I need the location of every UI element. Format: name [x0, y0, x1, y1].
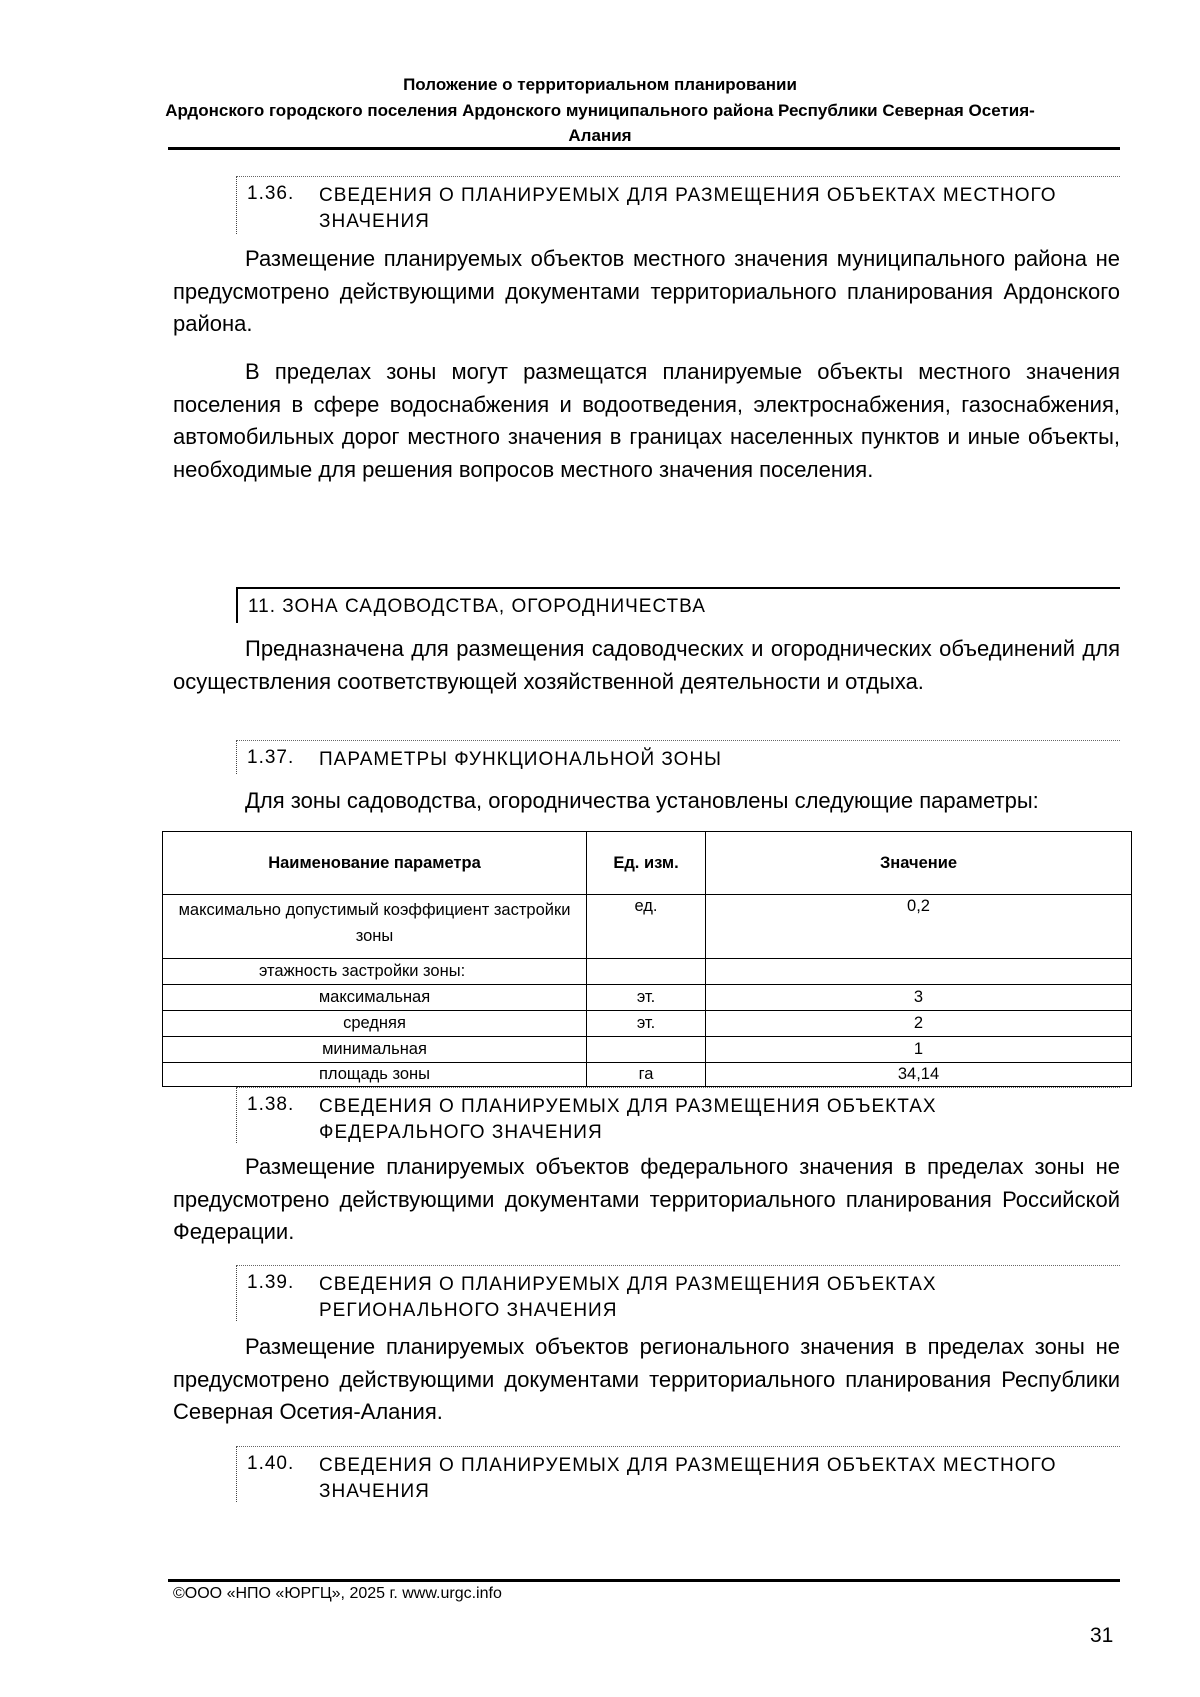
param-value: 34,14	[706, 1063, 1132, 1087]
section-title: ПАРАМЕТРЫ ФУНКЦИОНАЛЬНОЙ ЗОНЫ	[319, 749, 722, 770]
section-number: 1.40.	[247, 1453, 295, 1474]
table-row	[163, 1037, 1132, 1063]
header-title-line2: Ардонского городского поселения Ардонского муниципального района Республики Северная Осетия-	[165, 101, 1035, 120]
zone-title: 11. ЗОНА САДОВОДСТВА, ОГОРОДНИЧЕСТВА	[248, 596, 706, 617]
header-title-line1: Положение о территориальном планировании	[403, 75, 797, 94]
param-value: 2	[706, 1011, 1132, 1037]
table-row	[163, 895, 1132, 959]
param-unit	[587, 1037, 706, 1063]
section-number: 1.38.	[247, 1094, 295, 1115]
section-number: 1.36.	[247, 183, 295, 204]
section-heading-1-39	[236, 1265, 1120, 1321]
column-header-name: Наименование параметра	[163, 832, 587, 895]
page-number: 31	[1090, 1624, 1114, 1647]
zone-heading-11	[236, 587, 1120, 623]
param-unit	[587, 959, 706, 985]
table-header-row	[163, 832, 1132, 895]
parameters-table	[162, 831, 1132, 1087]
footer-copyright: ©ООО «НПО «ЮРГЦ», 2025 г. www.urgc.info	[173, 1585, 502, 1602]
section-heading-1-37	[236, 740, 1120, 774]
paragraph-zone-purpose: Предназначена для размещения садоводческих и огороднических объединений для осуществления соответствующей хозяйственной деятельности и отдыха.	[173, 636, 1120, 694]
section-heading-1-38	[236, 1087, 1120, 1143]
section-title: СВЕДЕНИЯ О ПЛАНИРУЕМЫХ ДЛЯ РАЗМЕЩЕНИЯ ОБЪЕКТАХ МЕСТНОГО ЗНАЧЕНИЯ	[319, 185, 1057, 232]
param-value: 1	[706, 1037, 1132, 1063]
column-header-unit: Ед. изм.	[587, 832, 706, 895]
section-title: СВЕДЕНИЯ О ПЛАНИРУЕМЫХ ДЛЯ РАЗМЕЩЕНИЯ ОБЪЕКТАХ РЕГИОНАЛЬНОГО ЗНАЧЕНИЯ	[319, 1274, 937, 1321]
param-unit: га	[587, 1063, 706, 1087]
section-title: СВЕДЕНИЯ О ПЛАНИРУЕМЫХ ДЛЯ РАЗМЕЩЕНИЯ ОБЪЕКТАХ МЕСТНОГО ЗНАЧЕНИЯ	[319, 1455, 1057, 1502]
paragraph-federal: Размещение планируемых объектов федерального значения в пределах зоны не предусмотрено действующими документами территориального планирования Российской Федерации.	[173, 1154, 1120, 1244]
column-header-value: Значение	[706, 832, 1132, 895]
paragraph-local-objects: В пределах зоны могут размещатся планируемые объекты местного значения поселения в сфере водоснабжения и водоотведения, электроснабжения, газоснабжения, автомобильных дорог местного значения в границах населенных пунктов и иные объекты, необходимые для решения вопросов местного значения поселения.	[173, 359, 1120, 482]
param-value: 3	[706, 985, 1132, 1011]
table-intro: Для зоны садоводства, огородничества установлены следующие параметры:	[245, 788, 1039, 813]
footer-divider	[168, 1579, 1120, 1582]
param-unit: эт.	[587, 985, 706, 1011]
param-name: площадь зоны	[163, 1063, 587, 1087]
param-unit: ед.	[587, 895, 706, 959]
param-name: максимальная	[163, 985, 587, 1011]
paragraph-regional: Размещение планируемых объектов регионального значения в пределах зоны не предусмотрено действующими документами территориального планирования Республики Северная Осетия-Алания.	[173, 1334, 1120, 1424]
section-heading-1-36	[236, 176, 1120, 234]
section-number: 1.39.	[247, 1272, 295, 1293]
header-title-line3: Алания	[568, 126, 632, 145]
param-value: 0,2	[706, 895, 1132, 959]
param-name: этажность застройки зоны:	[163, 959, 587, 985]
table-row	[163, 959, 1132, 985]
param-name: максимально допустимый коэффициент застройки зоны	[163, 895, 587, 959]
param-unit: эт.	[587, 1011, 706, 1037]
header-divider	[168, 147, 1120, 150]
param-value	[706, 959, 1132, 985]
table-row	[163, 985, 1132, 1011]
section-title: СВЕДЕНИЯ О ПЛАНИРУЕМЫХ ДЛЯ РАЗМЕЩЕНИЯ ОБЪЕКТАХ ФЕДЕРАЛЬНОГО ЗНАЧЕНИЯ	[319, 1096, 937, 1143]
table-row	[163, 1063, 1132, 1087]
table-row	[163, 1011, 1132, 1037]
param-name: минимальная	[163, 1037, 587, 1063]
paragraph-municipal: Размещение планируемых объектов местного значения муниципального района не предусмотрено действующими документами территориального планирования Ардонского района.	[173, 246, 1120, 336]
param-name: средняя	[163, 1011, 587, 1037]
section-number: 1.37.	[247, 747, 295, 768]
section-heading-1-40	[236, 1446, 1120, 1502]
